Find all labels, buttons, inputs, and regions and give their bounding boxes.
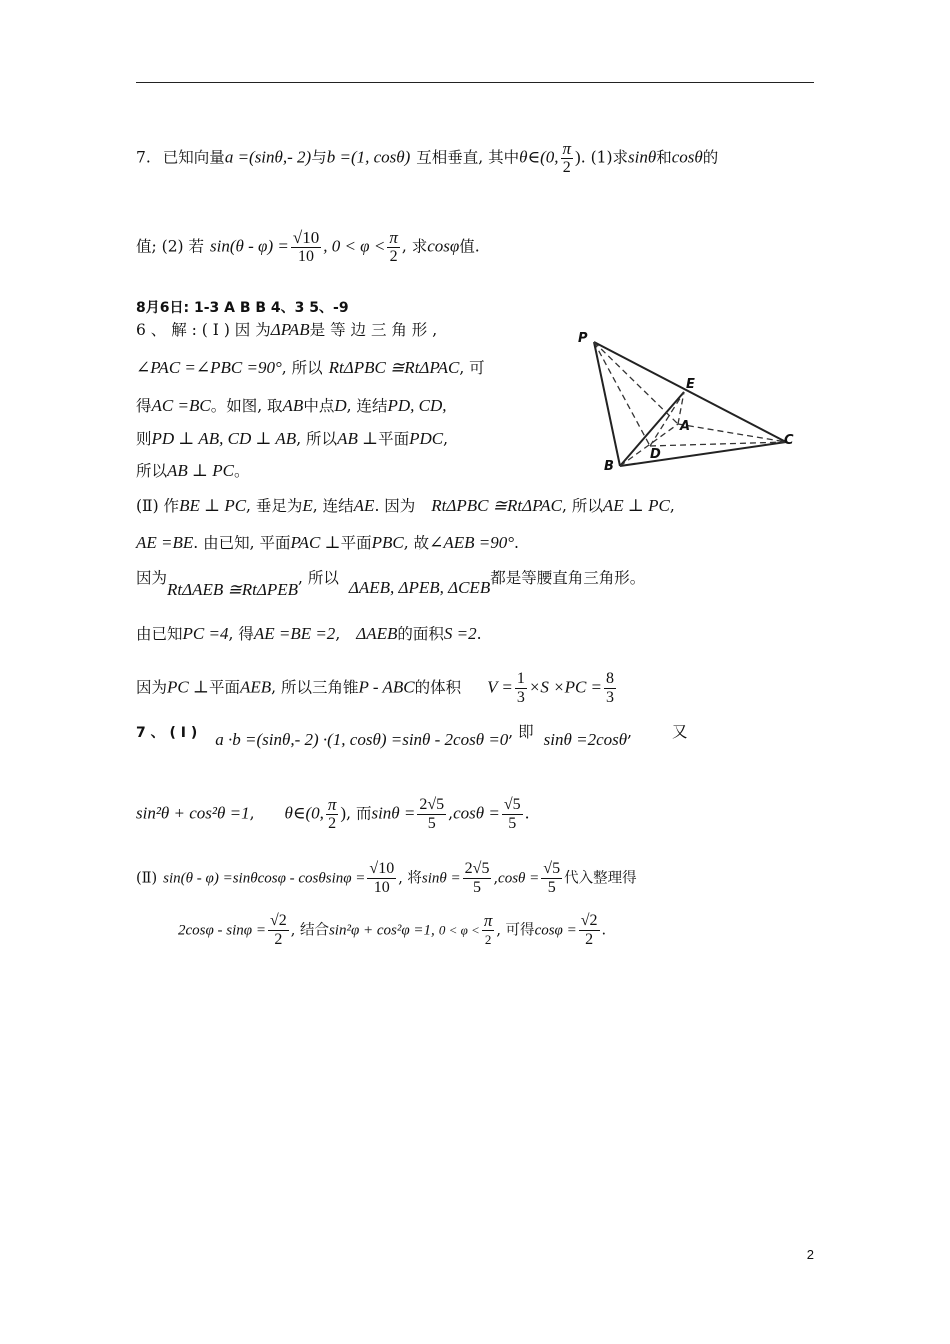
edge-pb — [594, 342, 620, 466]
solution-6-line-4: 则PD ⊥ AB, CD ⊥ AB, 所以AB ⊥平面PDC, — [136, 429, 449, 448]
problem-7-line-2: 值; (2) 若 sin(θ - φ) = $\frac{√10}{10}$ , 0 < φ < $\frac{\pi}{2}$ , 求cosφ值. — [136, 228, 480, 265]
label-p: P — [578, 331, 588, 346]
tetrahedron-figure — [574, 326, 806, 476]
label-e: E — [686, 377, 695, 392]
label-a: A — [680, 419, 691, 434]
solution-7-line-4: 2cosφ - sinφ = $\frac{√2}{2}$ , 结合sin²φ + cos²φ =1, 0 < φ < $\frac{\pi}{2}$ , 可得cosφ = $\frac{√2}{2}$ . — [178, 911, 607, 948]
edge-bc — [620, 442, 786, 466]
solution-6-line-9: 由已知PC =4, 得AE =BE =2, ΔAEB的面积S =2. — [136, 624, 482, 643]
solution-6-line-2: ∠PAC =∠PBC =90°, 所以 RtΔPBC ≅RtΔPAC, 可 — [136, 358, 485, 377]
solution-7-line-1: 7 、 ( Ⅰ ) a ·b =(sinθ,- 2) ·(1, cosθ) =sinθ - 2cosθ =0, 即 sinθ =2cosθ, 又 — [136, 723, 688, 749]
solution-6-line-10: 因为PC ⊥平面AEB, 所以三角锥P - ABC的体积 V = $\frac{1}{3}$ ×S ×PC = $\frac{8}{3}$ — [136, 670, 615, 706]
label-d: D — [650, 447, 661, 462]
label-b: B — [604, 459, 614, 474]
solution-6-line-1: 6 、 解 : ( Ⅰ ) 因 为ΔPAB是 等 边 三 角 形 , — [136, 320, 438, 339]
solution-6-line-5: 所以AB ⊥ PC。 — [136, 461, 250, 480]
page-number: 2 — [806, 1247, 814, 1262]
edge-pa — [594, 342, 678, 424]
answer-key-header: 8月6日: 1-3 A B B 4、3 5、-9 — [136, 300, 349, 316]
solution-7-line-3: (Ⅱ) sin(θ - φ) =sinθcosφ - cosθsinφ = $\frac{√10}{10}$ , 将sinθ = $\frac{2√5}{5}$ ,cosθ = $\frac{√5}{5}$ 代入整理得 — [136, 860, 637, 896]
solution-7-line-2: sin²θ + cos²θ =1, θ∈(0, $\frac{\pi}{2}$ ), 而sinθ = $\frac{2√5}{5}$ ,cosθ = $\frac{√5}{5}$ . — [136, 795, 530, 832]
label-c: C — [784, 433, 794, 448]
solution-6-line-7: AE =BE. 由已知, 平面PAC ⊥平面PBC, 故∠AEB =90°. — [136, 533, 519, 552]
solution-6-line-6: (Ⅱ) 作BE ⊥ PC, 垂足为E, 连结AE. 因为 RtΔPBC ≅RtΔPAC, 所以AE ⊥ PC, — [136, 496, 675, 515]
fraction-pi-over-2: $\frac{\pi}{2}$ — [562, 139, 572, 176]
solution-6-line-8: 因为RtΔAEB ≅RtΔPEB, 所以 ΔAEB, ΔPEB, ΔCEB都是等腰直角三角形。 — [136, 569, 646, 599]
header-rule — [136, 82, 814, 83]
problem-7-line-1: 7. 已知向量a =(sinθ,- 2)与b =(1, cosθ) 互相垂直, 其中θ∈(0, $\frac{\pi}{2}$ ). (1)求sinθ和cosθ的 — [136, 139, 719, 176]
solution-6-line-3: 得AC =BC。如图, 取AB中点D, 连结PD, CD, — [136, 396, 447, 415]
